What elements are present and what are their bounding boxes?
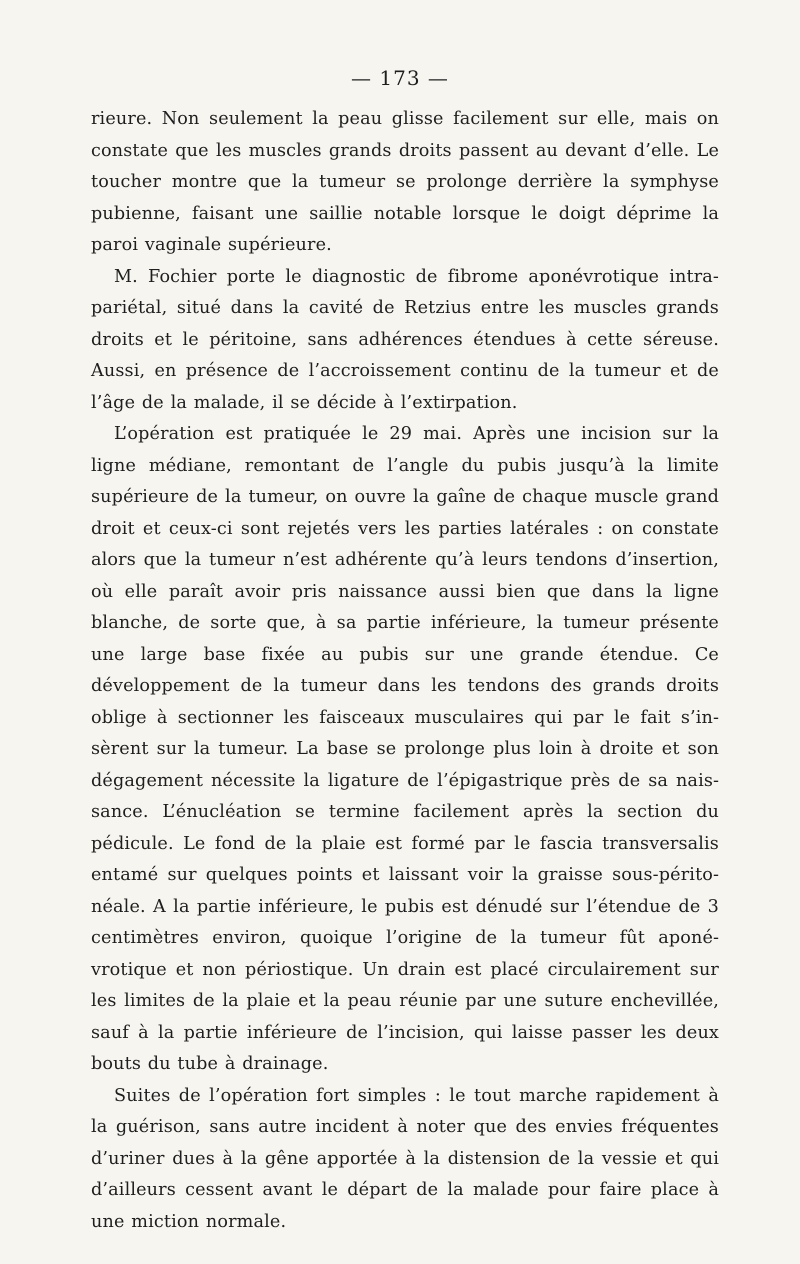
paragraph-continuation: rieure. Non seulement la peau glisse facilement sur elle, mais on constate que les muscles grands droits passent au devant d’elle. Le toucher montre que la tumeur se prolonge derrière la symphyse pubienne, faisant une saillie notable lorsque le doigt déprime la paroi vaginale supérieure.: [91, 109, 719, 255]
paragraph-operation: L’opération est pratiquée le 29 mai. Après une incision sur la ligne médiane, remontant de l’angle du pubis jusqu’à la limite supérieure de la tumeur, on ouvre la gaîne de chaque muscle grand droit et ceux-ci sont rejetés vers les parties latérales : on constate alors que la tumeur n’est adhérente qu’à leurs tendons d’insertion, où elle paraît avoir pris naissance aussi bien que dans la ligne blanche, de sorte que, à sa partie inférieure, la tumeur présente une large base fixée au pubis sur une grande étendue. Ce développement de la tumeur dans les tendons des grands droits oblige à sectionner les faisceaux musculaires qui par le fait s’insèrent sur la tumeur. La base se prolonge plus loin à droite et son dégagement nécessite la ligature de l’épigastrique près de sa naissance. L’énucléation se termine facilement après la section du pédicule. Le fond de la plaie est formé par le fascia transversalis entamé sur quelques points et laissant voir la graisse sous-péritonéale. A la partie inférieure, le pubis est dénudé sur l’étendue de 3 centimètres environ, quoique l’origine de la tumeur fût aponévrotique et non périostique. Un drain est placé circulairement sur les limites de la plaie et la peau réunie par une suture enchevillée, sauf à la partie inférieure de l’incision, qui laisse passer les deux bouts du tube à drainage.: [91, 424, 719, 1074]
paragraph-diagnosis: M. Fochier porte le diagnostic de fibrome aponévrotique intra-pariétal, situé dans la cavité de Retzius entre les muscles grands droits et le péritoine, sans adhérences étendues à cette séreuse. Aussi, en présence de l’accroissement continu de la tumeur et de l’âge de la malade, il se décide à l’extirpation.: [91, 266, 719, 413]
paragraph-recovery: Suites de l’opération fort simples : le tout marche rapidement à la guérison, sans autre incident à noter que des envies fréquentes d’uriner dues à la gêne apportée à la distension de la vessie et qui d’ailleurs cessent avant le départ de la malade pour faire place à une miction normale.: [91, 1085, 719, 1232]
body-text: [91, 104, 719, 1238]
page-number: — 173 —: [351, 66, 449, 90]
